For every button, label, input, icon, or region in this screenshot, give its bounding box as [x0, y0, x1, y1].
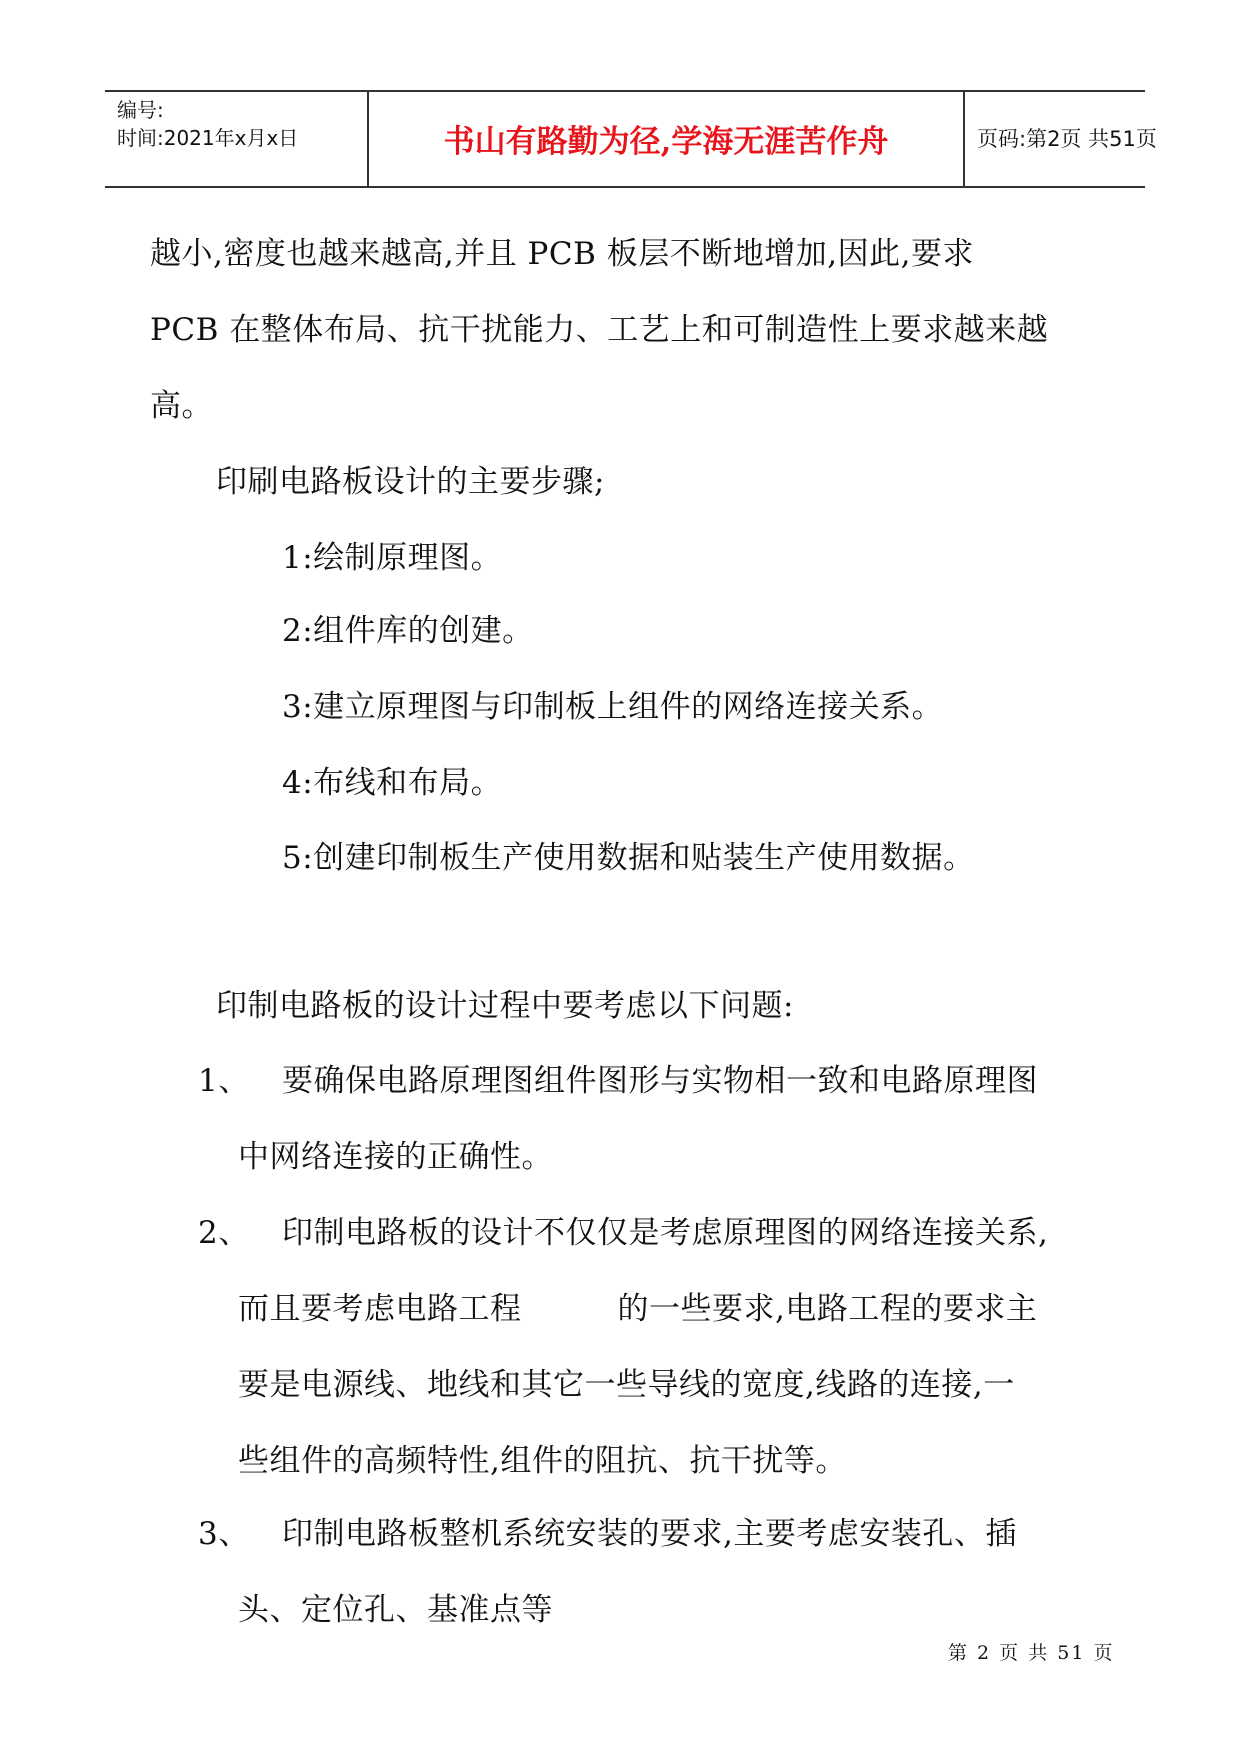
step-item: 4:布线和布局。 [282, 765, 503, 801]
paragraph-line: PCB 在整体布局、抗干扰能力、工艺上和可制造性上要求越来越 [150, 312, 1049, 348]
issue-text [238, 1283, 1037, 1328]
step-item: 3:建立原理图与印制板上组件的网络连接关系。 [282, 689, 944, 725]
issue-number: 1、 [198, 1063, 250, 1099]
time-label: 时间:2021年x月x日 [117, 126, 299, 150]
step-item: 2:组件库的创建。 [282, 613, 534, 649]
header-page-label: 页码:第2页 共51页 [977, 127, 1157, 151]
header-left-cell [105, 92, 369, 186]
paragraph-line: 高。 [150, 388, 213, 424]
issue-number: 3、 [198, 1516, 250, 1552]
footer-page-number: 第 2 页 共 51 页 [948, 1642, 1115, 1664]
header-middle-cell [369, 92, 965, 186]
issue-text: 中网络连接的正确性。 [238, 1139, 553, 1175]
issue-number: 2、 [198, 1215, 250, 1251]
header-right-cell [965, 92, 1157, 186]
issue-text: 要确保电路原理图组件图形与实物相一致和电路原理图 [282, 1063, 1038, 1099]
issue-text: 印制电路板的设计不仅仅是考虑原理图的网络连接关系, [282, 1215, 1049, 1251]
steps-title: 印刷电路板设计的主要步骤; [216, 464, 605, 500]
issue-text: 印制电路板整机系统安装的要求,主要考虑安装孔、插 [282, 1516, 1017, 1552]
motto: 书山有路勤为径,学海无涯苦作舟 [443, 124, 889, 160]
paragraph-line: 越小,密度也越来越高,并且 PCB 板层不断地增加,因此,要求 [150, 236, 974, 272]
issue-text: 要是电源线、地线和其它一些导线的宽度,线路的连接,一 [238, 1367, 1015, 1403]
step-item: 1:绘制原理图。 [282, 540, 503, 576]
number-label: 编号: [117, 98, 164, 122]
issues-title: 印制电路板的设计过程中要考虑以下问题: [216, 988, 794, 1024]
document-header [105, 90, 1157, 188]
issue-text-part: 的一些要求,电路工程的要求主 [617, 1291, 1038, 1327]
step-item: 5:创建印制板生产使用数据和贴装生产使用数据。 [282, 840, 975, 876]
issue-text: 头、定位孔、基准点等 [238, 1592, 553, 1628]
issue-text-part: 而且要考虑电路工程 [238, 1291, 522, 1327]
issue-text: 些组件的高频特性,组件的阻抗、抗干扰等。 [238, 1443, 847, 1479]
